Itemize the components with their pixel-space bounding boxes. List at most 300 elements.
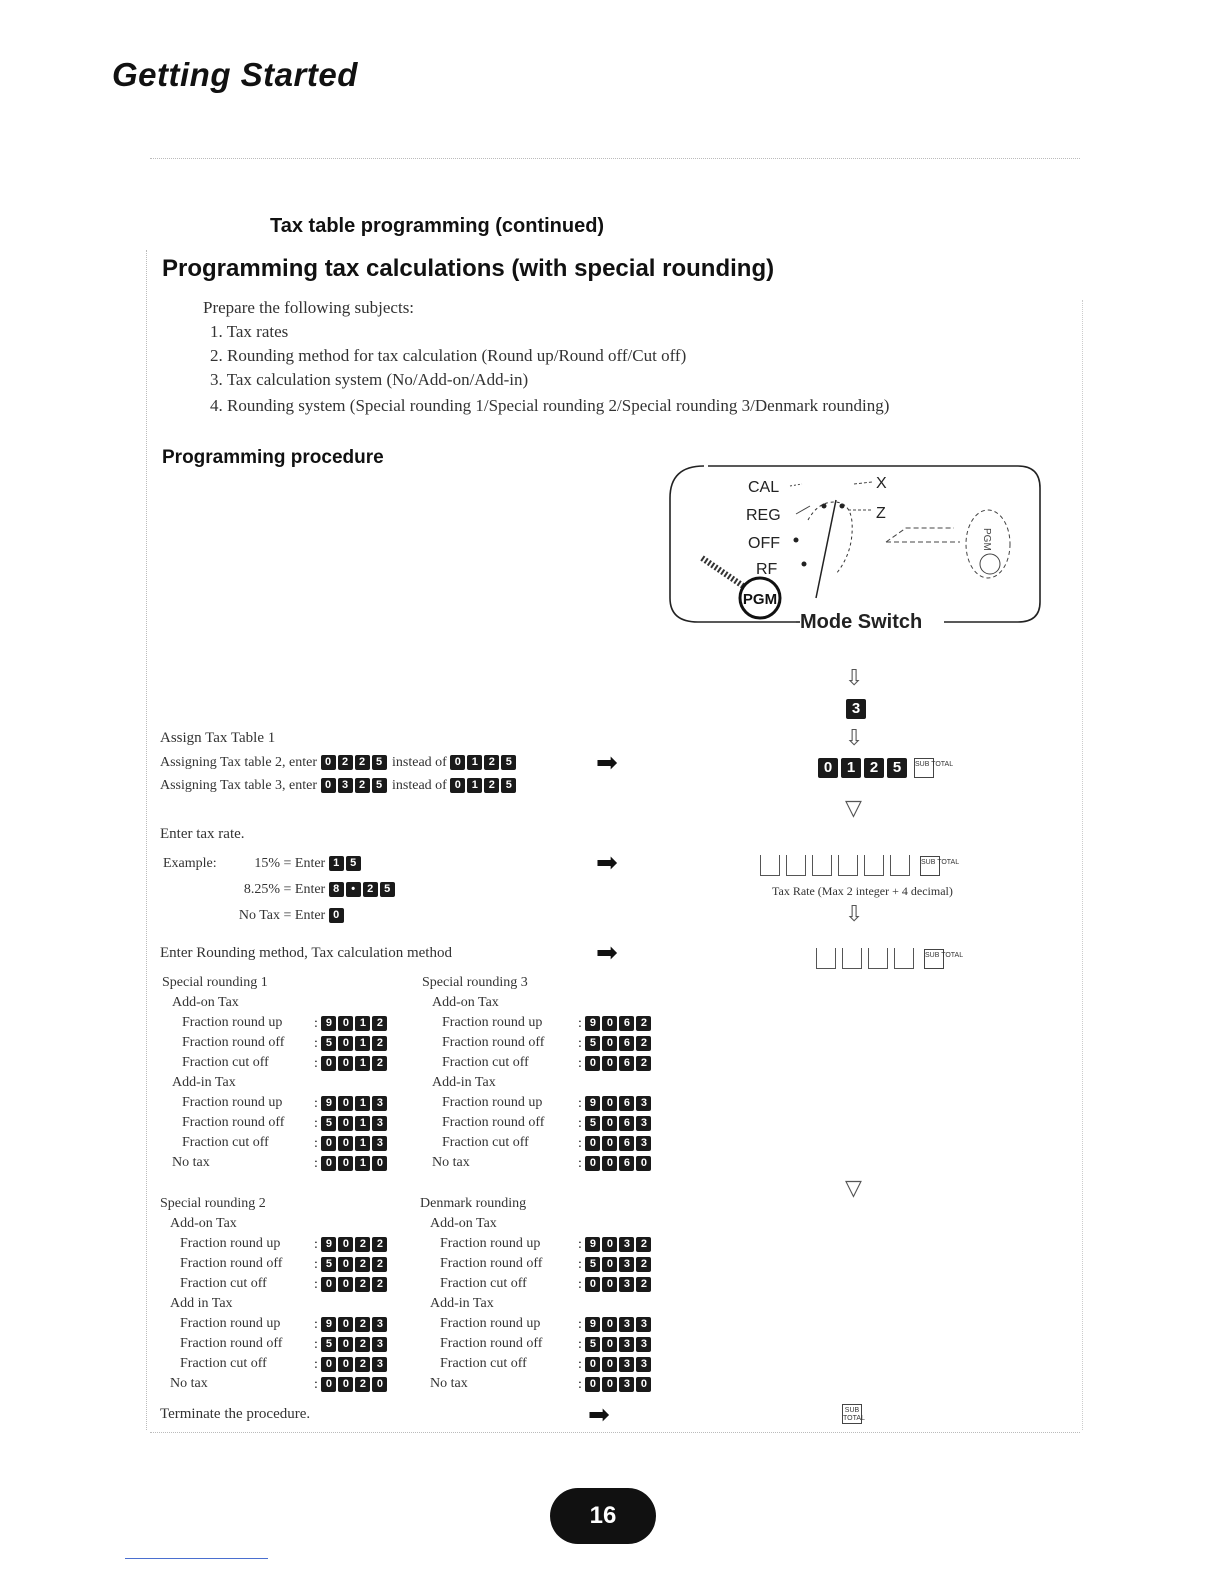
key-sequence xyxy=(314,1134,389,1152)
rounding-row-label: Fraction cut off xyxy=(440,1276,527,1291)
key: 2 xyxy=(372,1277,387,1292)
key: 0 xyxy=(636,1377,651,1392)
key: 5 xyxy=(585,1116,600,1131)
assign-table3-text: Assigning Tax table 3, enter xyxy=(160,778,318,793)
prepare-intro: Prepare the following subjects: xyxy=(203,298,415,317)
colon: : xyxy=(578,1237,586,1252)
right-arrow-icon: ➡ xyxy=(596,938,618,968)
assign-table2-instead: instead of xyxy=(392,755,447,770)
key: 0 xyxy=(585,1056,600,1071)
key: 5 xyxy=(887,758,907,778)
key: 3 xyxy=(619,1357,634,1372)
mode-key-tag: PGM xyxy=(981,528,992,551)
key: 6 xyxy=(619,1096,634,1111)
equals-sign: = xyxy=(283,882,292,897)
rounding-row-label: Fraction round off xyxy=(182,1035,285,1050)
key: 0 xyxy=(602,1237,617,1252)
key: 1 xyxy=(355,1116,370,1131)
key: 5 xyxy=(321,1337,336,1352)
procedure-heading: Programming procedure xyxy=(162,447,384,468)
key: 2 xyxy=(372,1036,387,1051)
digit-box xyxy=(816,948,836,969)
key-sequence xyxy=(578,1034,653,1052)
key: 0 xyxy=(602,1257,617,1272)
tax-rate-value: 15% xyxy=(254,856,280,871)
key: 1 xyxy=(329,856,344,871)
key: 3 xyxy=(338,778,353,793)
key: 1 xyxy=(355,1096,370,1111)
digit-box xyxy=(812,855,832,876)
key: 3 xyxy=(636,1116,651,1131)
key: 3 xyxy=(636,1096,651,1111)
rounding-section-name: Add-on Tax xyxy=(170,1216,237,1231)
key-sequence xyxy=(314,1275,389,1293)
mode-switch-diagram xyxy=(668,462,1042,632)
key: 5 xyxy=(501,755,516,770)
rounding-section-name: Add-on Tax xyxy=(430,1216,497,1231)
key: 5 xyxy=(321,1036,336,1051)
key: 0 xyxy=(338,1116,353,1131)
down-arrow-5: ▽ xyxy=(845,1176,862,1201)
key: 3 xyxy=(372,1317,387,1332)
key: 9 xyxy=(585,1237,600,1252)
rounding-row-label: Fraction round up xyxy=(180,1236,281,1251)
colon: : xyxy=(578,1136,586,1151)
tax-rate-value: No Tax xyxy=(238,908,280,923)
key: 3 xyxy=(372,1357,387,1372)
key: 5 xyxy=(321,1257,336,1272)
key-sequence xyxy=(314,1335,389,1353)
key: 1 xyxy=(467,755,482,770)
colon: : xyxy=(578,1377,586,1392)
key: 2 xyxy=(484,778,499,793)
enter-word: Enter xyxy=(294,882,326,897)
key: 0 xyxy=(602,1277,617,1292)
key: 0 xyxy=(602,1096,617,1111)
page-number-badge: 16 xyxy=(550,1488,656,1544)
key-sequence xyxy=(314,1054,389,1072)
colon: : xyxy=(578,1257,586,1272)
rounding-row-label: Fraction cut off xyxy=(440,1356,527,1371)
colon: : xyxy=(314,1377,322,1392)
mode-switch-caption: Mode Switch xyxy=(800,611,923,632)
terminate-label: Terminate the procedure. xyxy=(160,1406,311,1422)
colon: : xyxy=(578,1156,586,1171)
mode-key-shaft xyxy=(886,528,960,542)
colon: : xyxy=(578,1056,586,1071)
colon: : xyxy=(314,1036,322,1051)
key-sequence xyxy=(314,1094,389,1112)
tax-rate-value: 8.25% xyxy=(243,882,280,897)
key-3-cap: 3 xyxy=(846,699,866,719)
tax-rate-caption: Tax Rate (Max 2 integer + 4 decimal) xyxy=(772,884,953,898)
colon: : xyxy=(314,1357,322,1372)
colon: : xyxy=(314,1016,322,1031)
key: 2 xyxy=(864,758,884,778)
colon: : xyxy=(578,1317,586,1332)
key: 2 xyxy=(355,778,370,793)
tax-rate-row-3 xyxy=(230,908,346,924)
pgm-key-label: PGM xyxy=(742,591,778,608)
key: 0 xyxy=(585,1377,600,1392)
key: 3 xyxy=(372,1116,387,1131)
rounding-row-label: Fraction round off xyxy=(442,1035,545,1050)
key: 6 xyxy=(619,1116,634,1131)
key: 0 xyxy=(602,1136,617,1151)
key: 2 xyxy=(484,755,499,770)
key: 0 xyxy=(372,1156,387,1171)
key: 9 xyxy=(321,1237,336,1252)
key-sequence xyxy=(314,1154,389,1172)
key-sequence xyxy=(314,1034,389,1052)
mode-dot-4 xyxy=(802,562,807,567)
key: 0 xyxy=(321,1277,336,1292)
colon: : xyxy=(578,1116,586,1131)
key-3 xyxy=(846,699,869,719)
mode-pos-reg: REG xyxy=(746,507,781,524)
mode-dial-arc xyxy=(808,502,852,574)
key-sequence xyxy=(314,1355,389,1373)
assign-label: Assign Tax Table 1 xyxy=(160,730,276,746)
key: 9 xyxy=(321,1317,336,1332)
key: 3 xyxy=(372,1337,387,1352)
key: 6 xyxy=(619,1016,634,1031)
rounding-row-label: Fraction cut off xyxy=(180,1356,267,1371)
key: 0 xyxy=(602,1116,617,1131)
tax-rate-row-2 xyxy=(230,882,397,898)
colon: : xyxy=(578,1016,586,1031)
digit-box xyxy=(786,855,806,876)
mode-pos-rf: RF xyxy=(756,561,778,578)
colon: : xyxy=(314,1337,322,1352)
key-sequence xyxy=(578,1014,653,1032)
prepare-item-3: 3. Tax calculation system (No/Add-on/Add-in) xyxy=(210,370,529,389)
mode-pos-z: Z xyxy=(876,505,886,522)
tax-rate-label: Enter tax rate. xyxy=(160,826,245,842)
colon: : xyxy=(314,1096,322,1111)
example-label: Example: xyxy=(163,856,217,871)
key: 2 xyxy=(355,1257,370,1272)
rounding-group-title: Denmark rounding xyxy=(420,1196,527,1211)
key: 9 xyxy=(321,1016,336,1031)
key: 9 xyxy=(585,1317,600,1332)
rounding-row-label: Fraction round off xyxy=(180,1256,283,1271)
assign-table3-row xyxy=(160,778,518,794)
key: 2 xyxy=(636,1237,651,1252)
key: 6 xyxy=(619,1136,634,1151)
rounding-row-label: Fraction cut off xyxy=(442,1135,529,1150)
equals-sign: = xyxy=(283,856,292,871)
mode-pos-off: OFF xyxy=(748,535,780,552)
rounding-row-label: Fraction cut off xyxy=(182,1055,269,1070)
key: 1 xyxy=(355,1136,370,1151)
key: 5 xyxy=(321,1116,336,1131)
key: 5 xyxy=(501,778,516,793)
rounding-group-title: Special rounding 3 xyxy=(422,975,528,990)
key: 0 xyxy=(338,1277,353,1292)
key: 1 xyxy=(355,1156,370,1171)
key: 0 xyxy=(602,1357,617,1372)
rounding-digit-boxes xyxy=(816,948,964,969)
colon: : xyxy=(578,1337,586,1352)
prepare-item-4: 4. Rounding system (Special rounding 1/Special rounding 2/Special rounding 3/Denmark rounding) xyxy=(210,396,890,415)
key: 0 xyxy=(602,1337,617,1352)
key: 2 xyxy=(363,882,378,897)
colon: : xyxy=(314,1136,322,1151)
key-sequence xyxy=(578,1235,653,1253)
rounding-section-name: Add-on Tax xyxy=(432,995,499,1010)
key: 0 xyxy=(321,755,336,770)
key: 0 xyxy=(450,778,465,793)
digit-box xyxy=(838,855,858,876)
key: 5 xyxy=(380,882,395,897)
digit-box xyxy=(842,948,862,969)
key: 0 xyxy=(321,1136,336,1151)
frame-bottom-border xyxy=(150,1432,1080,1433)
page-header-title: Getting Started xyxy=(112,56,358,93)
rounding-no-tax-label: No tax xyxy=(430,1376,468,1391)
key: 2 xyxy=(355,1357,370,1372)
key: 2 xyxy=(636,1036,651,1051)
frame-top-border xyxy=(150,158,1080,159)
rounding-row-label: Fraction round up xyxy=(180,1316,281,1331)
key-sequence xyxy=(578,1054,653,1072)
colon: : xyxy=(314,1156,322,1171)
key: 2 xyxy=(636,1016,651,1031)
colon: : xyxy=(578,1036,586,1051)
key: 5 xyxy=(372,755,387,770)
key: 0 xyxy=(602,1036,617,1051)
right-arrow-icon: ➡ xyxy=(596,848,618,878)
key: 0 xyxy=(602,1016,617,1031)
tax-rate-row-1 xyxy=(230,856,363,872)
sub-total-key-icon: SUB TOTAL xyxy=(914,758,934,778)
sub-total-key-icon: SUB TOTAL xyxy=(920,856,940,876)
rounding-no-tax-label: No tax xyxy=(172,1155,210,1170)
mode-dot-1 xyxy=(822,504,827,509)
key: 9 xyxy=(585,1016,600,1031)
digit-box xyxy=(890,855,910,876)
key-sequence xyxy=(314,1114,389,1132)
key: 3 xyxy=(619,1317,634,1332)
key: 0 xyxy=(321,1056,336,1071)
key: 0 xyxy=(338,1377,353,1392)
down-arrow-2: ⇩ xyxy=(845,726,864,751)
key: 0 xyxy=(338,1357,353,1372)
key: 0 xyxy=(338,1337,353,1352)
key: 0 xyxy=(338,1136,353,1151)
key: 0 xyxy=(585,1357,600,1372)
rounding-section-name: Add-in Tax xyxy=(430,1296,494,1311)
rounding-section-name: Add in Tax xyxy=(170,1296,233,1311)
key: 2 xyxy=(636,1257,651,1272)
key: 3 xyxy=(636,1337,651,1352)
key: 2 xyxy=(338,755,353,770)
key-sequence xyxy=(578,1355,653,1373)
key: 0 xyxy=(321,1156,336,1171)
rounding-row-label: Fraction round up xyxy=(182,1015,283,1030)
mode-switch-svg xyxy=(668,462,1042,632)
key: 1 xyxy=(355,1056,370,1071)
key: • xyxy=(346,882,361,897)
mode-tick-cal xyxy=(790,484,802,486)
key: 0 xyxy=(585,1277,600,1292)
key: 1 xyxy=(841,758,861,778)
rounding-row-label: Fraction round off xyxy=(182,1115,285,1130)
prepare-item-2: 2. Rounding method for tax calculation (Round up/Round off/Cut off) xyxy=(210,346,687,365)
key: 3 xyxy=(636,1357,651,1372)
sub-total-key-icon: SUB TOTAL xyxy=(842,1404,862,1424)
colon: : xyxy=(314,1257,322,1272)
rounding-row-label: Fraction round up xyxy=(442,1095,543,1110)
rounding-row-label: Fraction round up xyxy=(440,1236,541,1251)
rounding-row-label: Fraction round off xyxy=(180,1336,283,1351)
down-arrow-4: ⇩ xyxy=(845,902,864,927)
digit-box xyxy=(760,855,780,876)
key-sequence xyxy=(578,1315,653,1333)
key: 6 xyxy=(619,1036,634,1051)
assign-table2-text: Assigning Tax table 2, enter xyxy=(160,755,318,770)
rounding-section-name: Add-in Tax xyxy=(432,1075,496,1090)
rounding-row-label: Fraction round off xyxy=(440,1256,543,1271)
key: 2 xyxy=(355,755,370,770)
frame-left-border xyxy=(146,250,147,1430)
key: 0 xyxy=(636,1156,651,1171)
key-sequence xyxy=(578,1134,653,1152)
key: 0 xyxy=(585,1136,600,1151)
rounding-row-label: Fraction round up xyxy=(182,1095,283,1110)
key: 2 xyxy=(372,1237,387,1252)
key-sequence xyxy=(314,1255,389,1273)
down-arrow-3: ▽ xyxy=(845,796,862,821)
enter-word: Enter xyxy=(294,908,326,923)
key-sequence xyxy=(314,1315,389,1333)
key: 6 xyxy=(619,1056,634,1071)
key: 0 xyxy=(338,1096,353,1111)
key: 0 xyxy=(338,1036,353,1051)
key: 8 xyxy=(329,882,344,897)
mode-pos-x: X xyxy=(876,475,887,492)
right-arrow-icon: ➡ xyxy=(596,748,618,778)
rounding-group-title: Special rounding 2 xyxy=(160,1196,266,1211)
key: 2 xyxy=(355,1277,370,1292)
rounding-label: Enter Rounding method, Tax calculation method xyxy=(160,945,452,961)
key-sequence xyxy=(578,1335,653,1353)
colon: : xyxy=(578,1277,586,1292)
tax-rate-digit-boxes xyxy=(760,855,960,876)
key: 2 xyxy=(372,1056,387,1071)
mode-dot-3 xyxy=(794,538,799,543)
key-sequence xyxy=(314,1235,389,1253)
key-sequence xyxy=(578,1375,653,1393)
key: 5 xyxy=(585,1257,600,1272)
key: 0 xyxy=(585,1156,600,1171)
colon: : xyxy=(314,1317,322,1332)
key-sequence xyxy=(578,1094,653,1112)
key: 2 xyxy=(636,1056,651,1071)
key: 0 xyxy=(602,1156,617,1171)
key: 0 xyxy=(602,1377,617,1392)
key: 5 xyxy=(372,778,387,793)
key: 3 xyxy=(619,1277,634,1292)
key: 0 xyxy=(321,1357,336,1372)
rounding-row-label: Fraction cut off xyxy=(442,1055,529,1070)
key: 0 xyxy=(338,1317,353,1332)
equals-sign: = xyxy=(283,908,292,923)
assign-table3-instead: instead of xyxy=(392,778,447,793)
colon: : xyxy=(578,1357,586,1372)
key-sequence xyxy=(314,1375,389,1393)
key: 2 xyxy=(372,1257,387,1272)
key: 9 xyxy=(585,1096,600,1111)
assign-result-keys xyxy=(818,758,954,778)
key: 3 xyxy=(372,1136,387,1151)
rounding-row-label: Fraction round off xyxy=(442,1115,545,1130)
digit-box xyxy=(868,948,888,969)
key: 0 xyxy=(602,1056,617,1071)
key: 3 xyxy=(619,1237,634,1252)
digit-box xyxy=(864,855,884,876)
key: 3 xyxy=(636,1317,651,1332)
key: 1 xyxy=(355,1016,370,1031)
mode-tick-reg xyxy=(796,506,810,514)
terminate-key xyxy=(842,1404,865,1424)
key: 2 xyxy=(355,1377,370,1392)
key: 2 xyxy=(355,1317,370,1332)
key: 6 xyxy=(619,1156,634,1171)
key: 5 xyxy=(585,1036,600,1051)
digit-box xyxy=(894,948,914,969)
key: 2 xyxy=(372,1016,387,1031)
section-subtitle: Tax table programming (continued) xyxy=(270,215,605,237)
mode-pos-cal: CAL xyxy=(748,479,780,496)
key: 3 xyxy=(619,1337,634,1352)
key: 1 xyxy=(467,778,482,793)
key: 0 xyxy=(372,1377,387,1392)
mode-tick-x xyxy=(854,482,872,484)
key: 0 xyxy=(338,1237,353,1252)
assign-table2-row xyxy=(160,755,518,771)
key: 3 xyxy=(619,1377,634,1392)
section-title: Programming tax calculations (with special rounding) xyxy=(162,255,775,282)
rounding-section-name: Add-in Tax xyxy=(172,1075,236,1090)
key: 2 xyxy=(636,1277,651,1292)
colon: : xyxy=(314,1237,322,1252)
enter-word: Enter xyxy=(294,856,326,871)
key: 3 xyxy=(619,1257,634,1272)
key: 0 xyxy=(338,1056,353,1071)
key: 0 xyxy=(321,1377,336,1392)
frame-right-border xyxy=(1082,300,1083,1430)
rounding-row-label: Fraction round off xyxy=(440,1336,543,1351)
key-sequence xyxy=(578,1114,653,1132)
rounding-row-label: Fraction round up xyxy=(440,1316,541,1331)
key: 0 xyxy=(338,1156,353,1171)
down-arrow-1: ⇩ xyxy=(845,666,864,691)
colon: : xyxy=(578,1096,586,1111)
key: 5 xyxy=(346,856,361,871)
mode-key-handle xyxy=(702,558,746,588)
key: 9 xyxy=(321,1096,336,1111)
footer-rule xyxy=(125,1558,268,1559)
key: 2 xyxy=(355,1237,370,1252)
key: 3 xyxy=(636,1136,651,1151)
key: 3 xyxy=(372,1096,387,1111)
key: 0 xyxy=(321,778,336,793)
sub-total-key-icon: SUB TOTAL xyxy=(924,949,944,969)
key: 0 xyxy=(818,758,838,778)
right-arrow-icon: ➡ xyxy=(588,1400,610,1430)
